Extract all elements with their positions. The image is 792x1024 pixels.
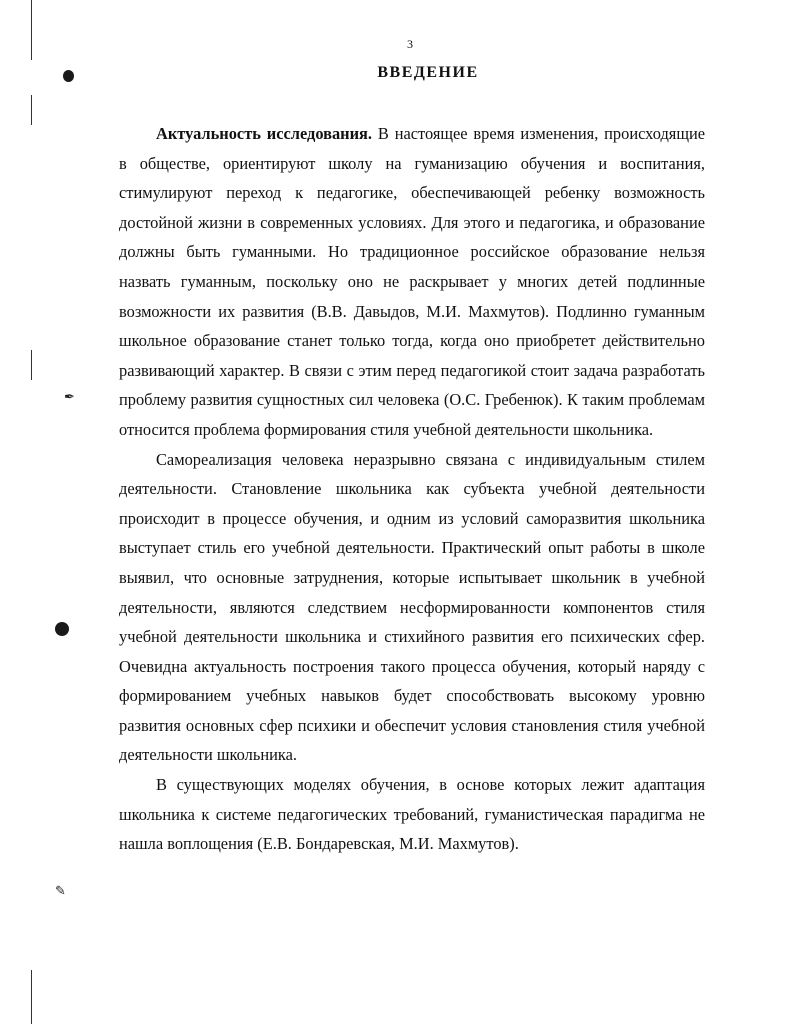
paragraph-self-realization: Самореализация человека неразрывно связана с индивидуальным стилем деятельности. Становление школьника как субъекта учебной деятельности происходит в процессе обучения, и одним из условий саморазвития школьника выступает стиль его учебной деятельности. Практический опыт работы в школе выявил, что основные затруднения, которые испытывает школьник в учебной деятельности, являются следствием несформированности компонентов стиля учебной деятельности школьника и стихийного развития его психических сфер. Очевидна актуальность построения такого процесса обучения, который наряду с формированием учебных навыков будет способствовать высокому уровню развития основных сфер психики и обеспечит условия становления стиля учебной деятельности школьника. [119, 449, 705, 765]
scan-edge-line [31, 350, 32, 380]
document-body [119, 119, 705, 859]
paragraph-existing-models: В существующих моделях обучения, в основе которых лежит адаптация школьника к системе педагогических требований, гуманистическая парадигма не нашла воплощения (Е.В. Бондаревская, М.И. Махмутов). [119, 775, 705, 854]
scan-edge-line [31, 95, 32, 125]
paragraph-relevance [119, 119, 705, 445]
page-title: ВВЕДЕНИЕ [377, 64, 479, 81]
margin-scribble-mark: ✒ [64, 390, 75, 405]
punch-hole-mark [55, 622, 69, 636]
paragraph-lead: Актуальность исследования. [156, 124, 373, 143]
paragraph-text: В настоящее время изменения, происходящие в обществе, ориентируют школу на гуманизацию обучения и воспитания, стимулируют переход к педагогике, обеспечивающей ребенку возможность достойной жизни в современных условиях. Для этого и педагогика, и образование должны быть гуманными. Но традиционное российское образование нельзя назвать гуманным, поскольку оно не раскрывает у многих детей подлинные возможности их развития (В.В. Давыдов, М.И. Махмутов). Подлинно гуманным школьное образование станет только тогда, когда оно приобретет действительно развивающий характер. В связи с этим перед педагогикой стоит задача разработать проблему развития сущностных сил человека (О.С. Гребенюк). К таким проблемам относится проблема формирования стиля учебной деятельности школьника. [119, 124, 705, 439]
margin-scribble-mark: ✎ [55, 884, 66, 899]
page-number: 3 [407, 37, 413, 51]
scan-edge-line [31, 970, 32, 1024]
